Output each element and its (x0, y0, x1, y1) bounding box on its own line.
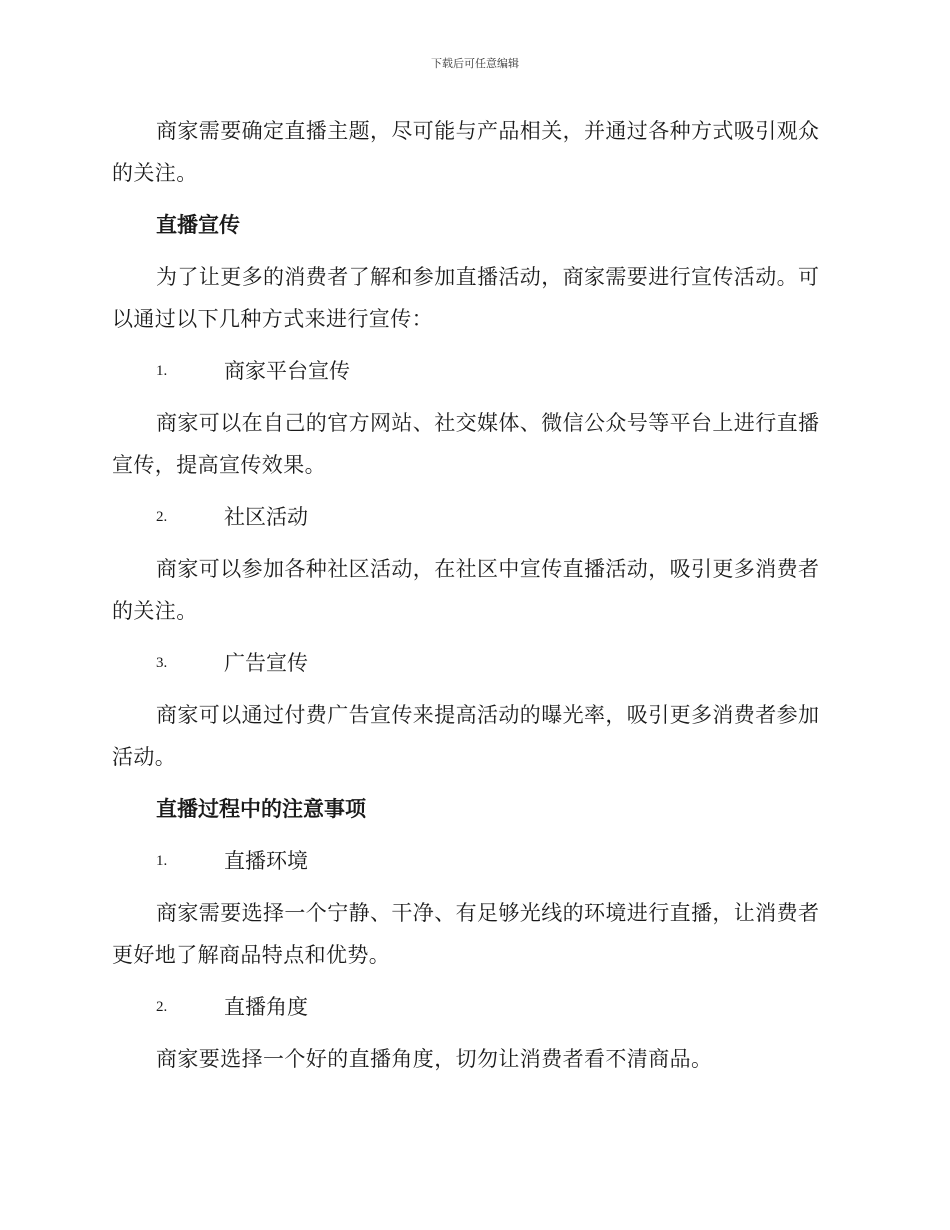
list-number: 1. (156, 853, 168, 869)
page-header: 下载后可任意编辑 (431, 57, 519, 70)
document-body (112, 110, 834, 1090)
list-item-description: 商家可以通过付费广告宣传来提高活动的曝光率，吸引更多消费者参加活动。 (112, 703, 820, 769)
list-item-description: 商家可以参加各种社区活动，在社区中宣传直播活动，吸引更多消费者的关注。 (112, 557, 820, 623)
list-item (112, 496, 834, 538)
list-item (112, 840, 834, 882)
list-item-label: 广告宣传 (224, 651, 308, 675)
list-item-label: 直播环境 (224, 849, 308, 873)
list-number: 1. (156, 363, 168, 379)
section-heading-promotion: 直播宣传 (156, 213, 240, 237)
list-item (112, 642, 834, 684)
list-number: 2. (156, 999, 168, 1015)
list-item-label: 直播角度 (224, 995, 308, 1019)
list-item-description: 商家要选择一个好的直播角度，切勿让消费者看不清商品。 (156, 1047, 713, 1071)
list-item-label: 商家平台宣传 (224, 359, 350, 383)
list-number: 3. (156, 655, 168, 671)
list-item-description: 商家可以在自己的官方网站、社交媒体、微信公众号等平台上进行直播宣传，提高宣传效果。 (112, 411, 820, 477)
section-heading-notes: 直播过程中的注意事项 (156, 797, 366, 821)
list-item (112, 350, 834, 392)
list-number: 2. (156, 509, 168, 525)
paragraph-intro: 商家需要确定直播主题，尽可能与产品相关，并通过各种方式吸引观众的关注。 (112, 119, 820, 185)
list-item-label: 社区活动 (224, 505, 308, 529)
list-item-description: 商家需要选择一个宁静、干净、有足够光线的环境进行直播，让消费者更好地了解商品特点和优势。 (112, 901, 820, 967)
list-item (112, 986, 834, 1028)
paragraph-promotion-intro: 为了让更多的消费者了解和参加直播活动，商家需要进行宣传活动。可以通过以下几种方式来进行宣传： (112, 265, 820, 331)
